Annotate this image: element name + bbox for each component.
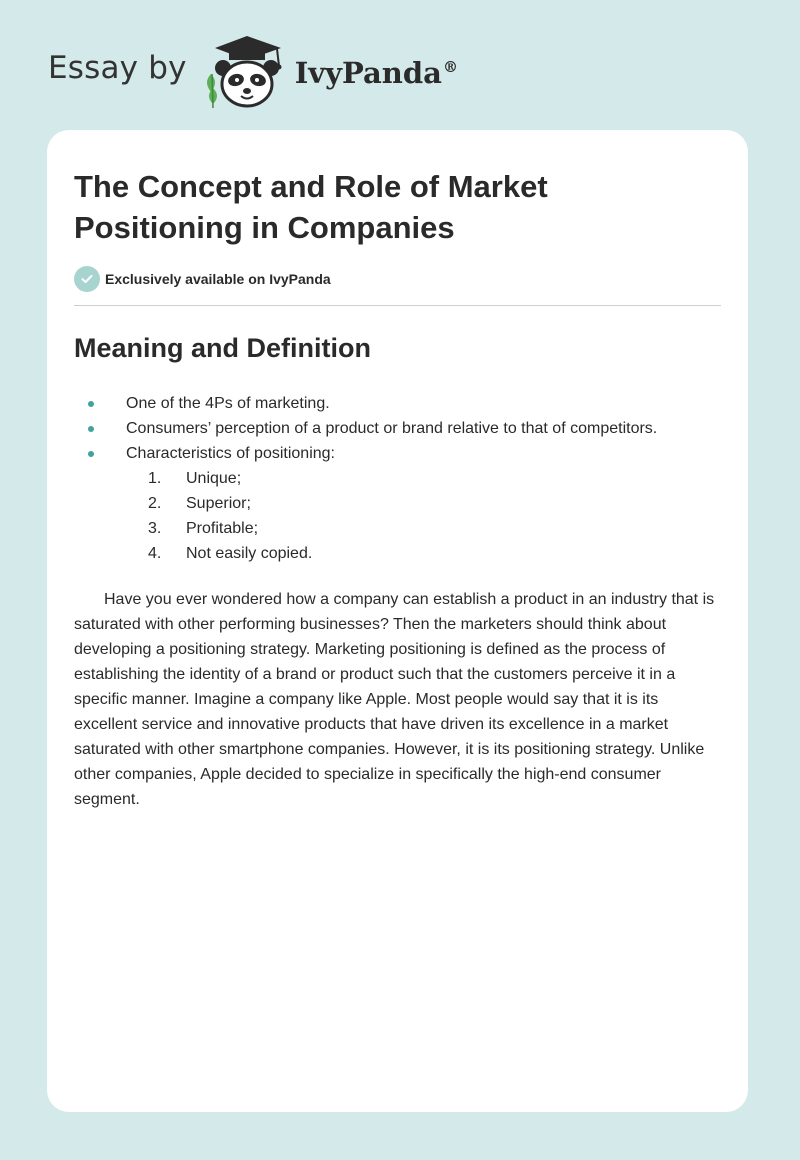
number-marker: 2. <box>148 495 162 512</box>
bullet-dot-icon <box>88 401 94 407</box>
bullet-dot-icon <box>88 426 94 432</box>
list-item: Consumers’ perception of a product or brand relative to that of competitors. <box>74 416 721 441</box>
document-card <box>47 130 748 1112</box>
brand-prefix: Essay by <box>48 50 187 86</box>
number-marker: 4. <box>148 545 162 562</box>
bullet-dot-icon <box>88 451 94 457</box>
brand-name: IvyPanda® <box>294 56 458 90</box>
divider <box>74 305 721 306</box>
numbered-item: 1. Unique; <box>126 466 721 491</box>
panda-logo-icon <box>201 34 293 110</box>
numbered-item: 4. Not easily copied. <box>126 541 721 566</box>
body-paragraph: Have you ever wondered how a company can establish a product in an industry that is saturated with other performing businesses? Then the marketers should think about developing a positioning strategy. Marketing positioning is defined as the process of establishing the identity of a brand or product such that the customers perceive it in a specific manner. Imagine a company like Apple. Most people would say that it is its excellent service and innovative products that have driven its excellence in a market saturated with other smartphone companies. However, it is its positioning strategy. Unlike other companies, Apple decided to specialize in specifically the high-end consumer segment. <box>74 591 715 808</box>
document-title: The Concept and Role of Market Positioning in Companies <box>74 169 548 245</box>
site-brand[interactable] <box>48 34 458 110</box>
exclusive-badge <box>74 266 721 292</box>
number-marker: 1. <box>148 470 162 487</box>
badge-text: Exclusively available on IvyPanda <box>105 271 331 287</box>
section-heading: Meaning and Definition <box>74 333 371 363</box>
number-marker: 3. <box>148 520 162 537</box>
numbered-item: 3. Profitable; <box>126 516 721 541</box>
bullet-list <box>74 391 721 566</box>
numbered-item: 2. Superior; <box>126 491 721 516</box>
check-icon <box>74 266 100 292</box>
numbered-list <box>126 466 721 566</box>
list-item: One of the 4Ps of marketing. <box>74 391 721 416</box>
list-item: Characteristics of positioning: 1. Unique; 2. Superior; 3. Profitable; 4. Not easily copied. <box>74 441 721 566</box>
